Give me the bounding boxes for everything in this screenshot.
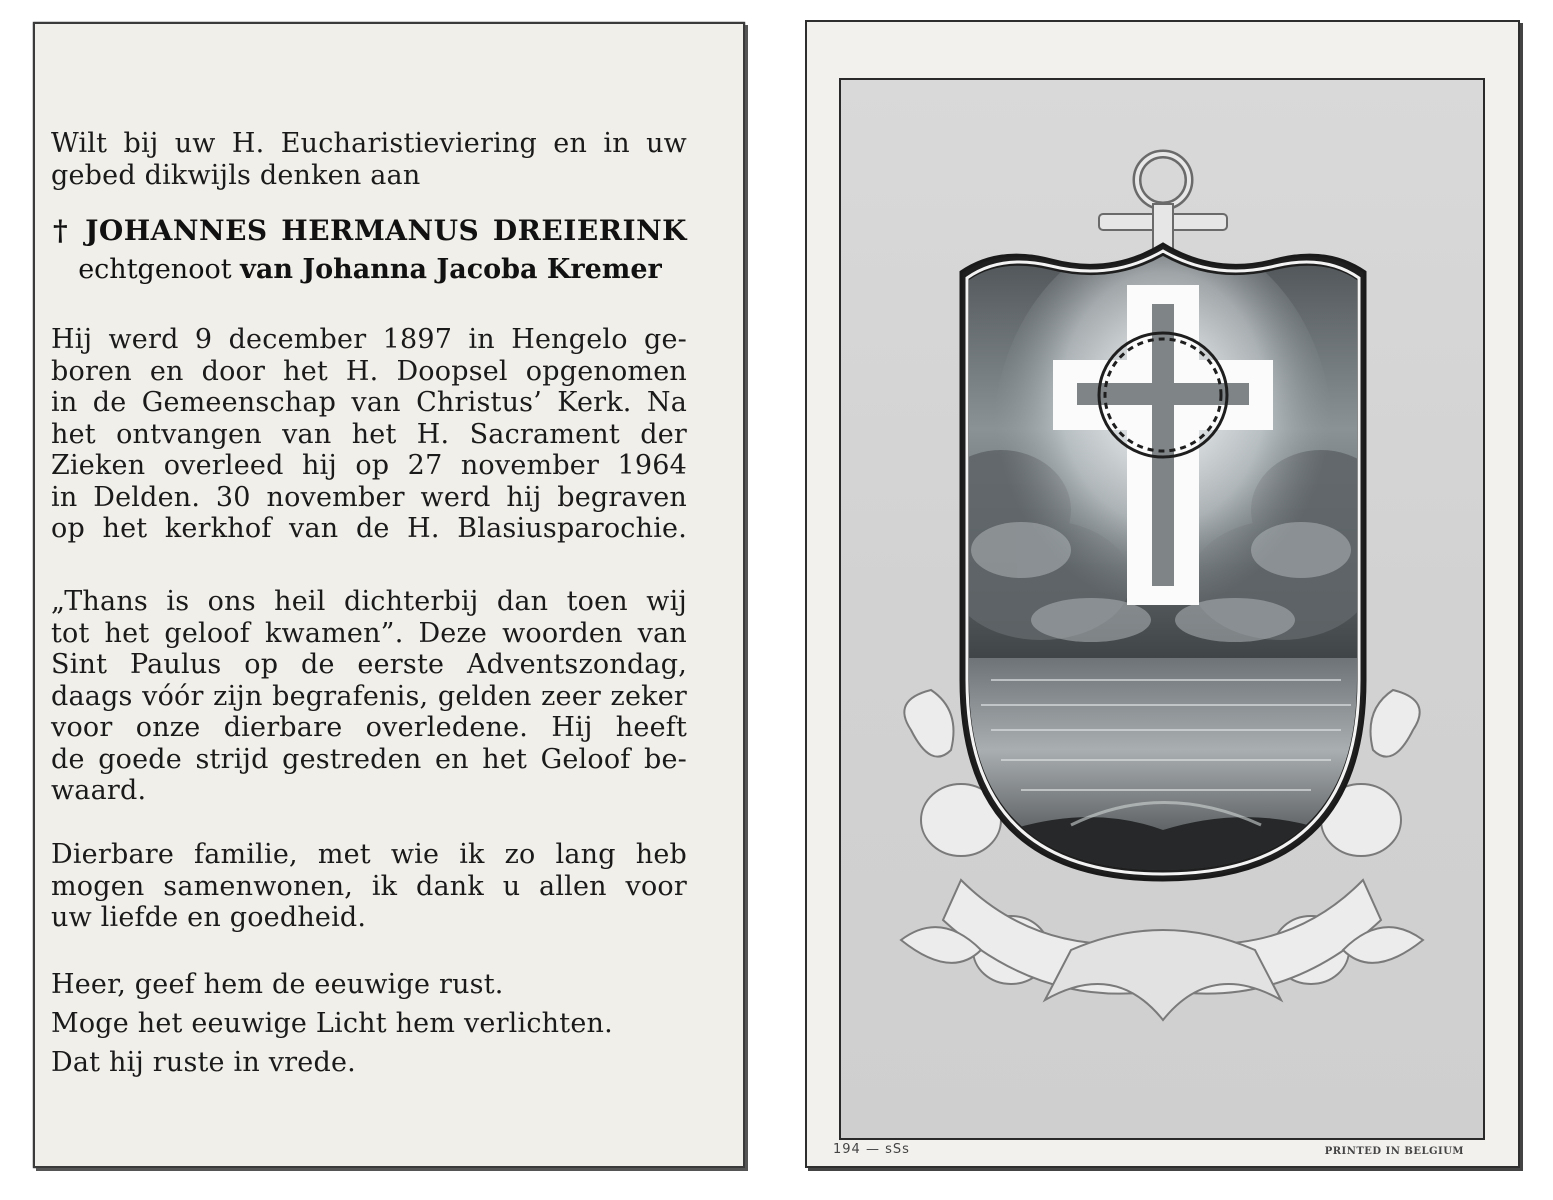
farewell-line: Dierbare familie, met wie ik zo lang heb xyxy=(51,839,687,870)
prayer-line: Moge het eeuwige Licht hem verlichten. xyxy=(51,1008,613,1039)
biography-line: Hij werd 9 december 1897 in Hengelo ge- xyxy=(51,324,687,355)
memorial-text-card xyxy=(33,22,745,1168)
farewell-line: uw liefde en goedheid. xyxy=(51,902,367,933)
printed-in-label: PRINTED IN BELGIUM xyxy=(1324,1146,1464,1157)
quote-line: de goede strijd gestreden en het Geloof be- xyxy=(51,743,687,775)
biography-line: boren en door het H. Doopsel opgenomen xyxy=(51,355,687,387)
quote-line: waard. xyxy=(51,775,147,806)
spouse-name: van Johanna Jacoba Kremer xyxy=(240,254,662,285)
intro-line: Wilt bij uw H. Eucharistieviering en in uw xyxy=(51,128,687,159)
quote-line: „Thans is ons heil dichterbij dan toen wij xyxy=(51,586,687,617)
farewell-paragraph xyxy=(51,839,687,934)
quote-paragraph xyxy=(51,586,687,807)
quote-line: voor onze dierbare overledene. Hij heeft xyxy=(51,712,687,743)
image-frame xyxy=(839,78,1485,1140)
biography-line: op het kerkhof van de H. Blasiusparochie. xyxy=(51,513,687,544)
farewell-line: mogen samenwonen, ik dank u allen voor xyxy=(51,870,687,902)
prayer-paragraph xyxy=(51,965,687,1082)
intro-line: gebed dikwijls denken aan xyxy=(51,159,421,191)
spouse-prefix: echtgenoot xyxy=(78,254,232,285)
biography-paragraph xyxy=(51,324,687,545)
deceased-name: † JOHANNES HERMANUS DREIERINK xyxy=(53,214,687,247)
anchor-cross-shield-illustration xyxy=(841,80,1483,1138)
quote-line: tot het geloof kwamen”. Deze woorden van xyxy=(51,617,687,649)
biography-line: in Delden. 30 november werd hij begraven xyxy=(51,481,687,513)
prayer-line: Heer, geef hem de eeuwige rust. xyxy=(51,969,504,1000)
card-code: 194 — sSs xyxy=(833,1142,910,1157)
biography-line: in de Gemeenschap van Christus’ Kerk. Na xyxy=(51,387,687,418)
biography-line: Zieken overleed hij op 27 november 1964 xyxy=(51,450,687,481)
quote-line: daags vóór zijn begrafenis, gelden zeer zeker xyxy=(51,680,687,712)
quote-line: Sint Paulus op de eerste Adventszondag, xyxy=(51,649,687,680)
prayer-line: Dat hij ruste in vrede. xyxy=(51,1047,356,1078)
biography-line: het ontvangen van het H. Sacrament der xyxy=(51,418,687,450)
intro-paragraph xyxy=(51,128,687,191)
spouse-line xyxy=(53,254,687,285)
memorial-image-card xyxy=(805,20,1520,1168)
